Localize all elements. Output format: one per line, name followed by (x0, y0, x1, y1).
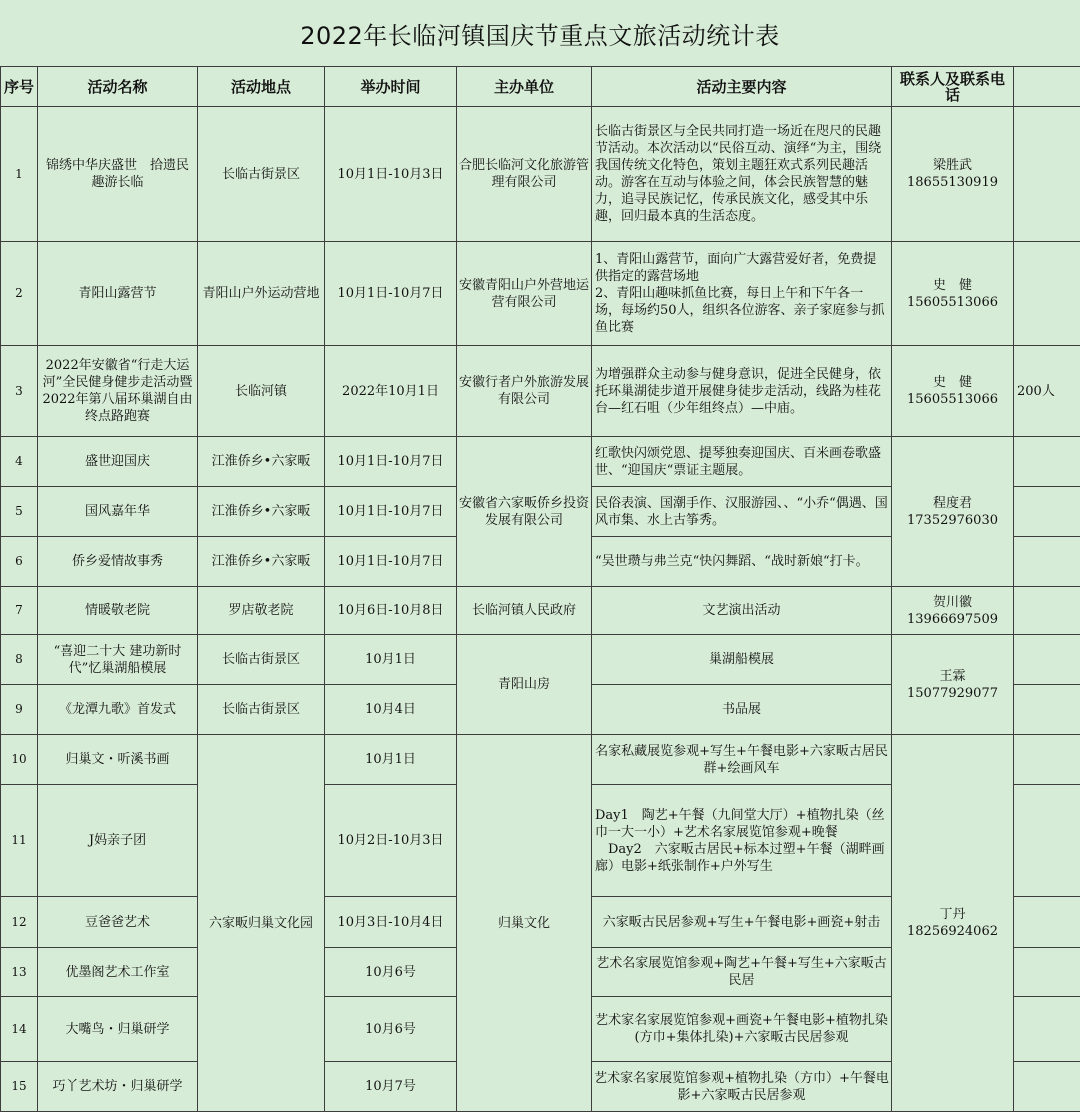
activity-place: 江淮侨乡•六家畈 (198, 487, 325, 537)
row-no: 1 (1, 107, 38, 242)
activity-place: 江淮侨乡•六家畈 (198, 537, 325, 587)
activity-extra (1014, 107, 1080, 242)
activity-contact (892, 587, 1014, 635)
row-no: 14 (1, 997, 38, 1062)
activity-content: 巢湖船模展 (592, 635, 892, 685)
contact-name: 丁丹 (894, 906, 1011, 923)
activity-extra: 200人 (1014, 346, 1080, 437)
activity-host: 青阳山房 (457, 635, 592, 735)
activity-extra (1014, 735, 1080, 785)
header-no: 序号 (1, 67, 38, 107)
table-row (1, 107, 1080, 242)
activity-table (0, 66, 1080, 1112)
contact-phone: 13966697509 (894, 611, 1011, 628)
activity-name: 巧丫艺术坊・归巢研学 (38, 1062, 198, 1112)
activity-extra (1014, 948, 1080, 997)
activity-time: 10月1日-10月7日 (325, 487, 457, 537)
activity-name: 青阳山露营节 (38, 242, 198, 346)
activity-content: “吴世瓒与弗兰克“快闪舞蹈、“战时新娘“打卡。 (592, 537, 892, 587)
contact-phone: 15605513066 (894, 294, 1011, 311)
activity-name: 大嘴鸟・归巢研学 (38, 997, 198, 1062)
row-no: 15 (1, 1062, 38, 1112)
activity-content: 为增强群众主动参与健身意识，促进全民健身，依托环巢湖徒步道开展健身徒步走活动，线路为桂花台—红石咀（少年组终点）—中庙。 (592, 346, 892, 437)
row-no: 4 (1, 437, 38, 487)
activity-name: J妈亲子团 (38, 785, 198, 897)
activity-name: 情暖敬老院 (38, 587, 198, 635)
activity-content: Day1 陶艺+午餐（九间堂大厅）+植物扎染（丝巾一大一小）+艺术名家展览馆参观+晚餐 Day2 六家畈古居民+标本过塑+午餐（湖畔画廊）电影+纸张制作+户外写生 (592, 785, 892, 897)
activity-place: 长临古街景区 (198, 685, 325, 735)
table-row (1, 635, 1080, 685)
activity-host: 合肥长临河文化旅游管理有限公司 (457, 107, 592, 242)
activity-name: 《龙潭九歌》首发式 (38, 685, 198, 735)
header-row (1, 67, 1080, 107)
table-row (1, 242, 1080, 346)
activity-place: 六家畈归巢文化园 (198, 735, 325, 1112)
row-no: 5 (1, 487, 38, 537)
header-host: 主办单位 (457, 67, 592, 107)
activity-name: “喜迎二十大 建功新时代”忆巢湖船模展 (38, 635, 198, 685)
activity-time: 10月6号 (325, 997, 457, 1062)
activity-extra (1014, 537, 1080, 587)
table-row (1, 735, 1080, 785)
table-row (1, 346, 1080, 437)
activity-place: 长临河镇 (198, 346, 325, 437)
activity-extra (1014, 242, 1080, 346)
row-no: 3 (1, 346, 38, 437)
contact-name: 史 健 (894, 277, 1011, 294)
activity-content: 艺术家名家展览馆参观+植物扎染（方巾）+午餐电影+六家畈古民居参观 (592, 1062, 892, 1112)
activity-contact (892, 242, 1014, 346)
activity-extra (1014, 785, 1080, 897)
activity-content: 名家私藏展览参观+写生+午餐电影+六家畈古居民群+绘画风车 (592, 735, 892, 785)
activity-extra (1014, 897, 1080, 948)
activity-name: 优墨阁艺术工作室 (38, 948, 198, 997)
activity-contact (892, 635, 1014, 735)
activity-extra (1014, 997, 1080, 1062)
activity-place: 江淮侨乡•六家畈 (198, 437, 325, 487)
activity-time: 10月3日-10月4日 (325, 897, 457, 948)
activity-content: 六家畈古民居参观+写生+午餐电影+画瓷+射击 (592, 897, 892, 948)
activity-content: 1、青阳山露营节，面向广大露营爱好者，免费提供指定的露营场地 2、青阳山趣味抓鱼比赛，每日上午和下午各一场，每场约50人，组织各位游客、亲子家庭参与抓鱼比赛 (592, 242, 892, 346)
activity-host: 安徽青阳山户外营地运营有限公司 (457, 242, 592, 346)
activity-contact (892, 346, 1014, 437)
activity-time: 10月1日-10月3日 (325, 107, 457, 242)
row-no: 2 (1, 242, 38, 346)
header-time: 举办时间 (325, 67, 457, 107)
activity-extra (1014, 587, 1080, 635)
row-no: 7 (1, 587, 38, 635)
activity-time: 10月1日 (325, 735, 457, 785)
page-title: 2022年长临河镇国庆节重点文旅活动统计表 (0, 0, 1080, 66)
contact-name: 史 健 (894, 374, 1011, 391)
activity-host: 归巢文化 (457, 735, 592, 1112)
contact-phone: 18256924062 (894, 923, 1011, 940)
activity-time: 10月7号 (325, 1062, 457, 1112)
activity-content: 艺术家名家展览馆参观+画瓷+午餐电影+植物扎染(方巾+集体扎染)+六家畈古民居参观 (592, 997, 892, 1062)
contact-name: 贺川徽 (894, 594, 1011, 611)
activity-name: 2022年安徽省“行走大运河”全民健身健步走活动暨2022年第八届环巢湖自由终点路跑赛 (38, 346, 198, 437)
header-place: 活动地点 (198, 67, 325, 107)
activity-name: 豆爸爸艺术 (38, 897, 198, 948)
activity-host: 安徽行者户外旅游发展有限公司 (457, 346, 592, 437)
activity-content: 艺术名家展览馆参观+陶艺+午餐+写生+六家畈古民居 (592, 948, 892, 997)
header-extra (1014, 67, 1080, 107)
contact-phone: 17352976030 (894, 512, 1011, 529)
activity-content: 长临古街景区与全民共同打造一场近在咫尺的民趣节活动。本次活动以“民俗互动、演绎“为主，围绕我国传统文化特色，策划主题狂欢式系列民趣活动。游客在互动与体验之间，体会民族智慧的魅力，追寻民族记忆，传承民族文化，感受其中乐趣，回归最本真的生活态度。 (592, 107, 892, 242)
activity-host: 长临河镇人民政府 (457, 587, 592, 635)
row-no: 12 (1, 897, 38, 948)
activity-name: 归巢文・听溪书画 (38, 735, 198, 785)
contact-name: 程度君 (894, 495, 1011, 512)
row-no: 10 (1, 735, 38, 785)
activity-content: 红歌快闪颂党恩、提琴独奏迎国庆、百米画卷歌盛世、“迎国庆“票证主题展。 (592, 437, 892, 487)
activity-content: 民俗表演、国潮手作、汉服游园、、“小乔“偶遇、国风市集、水上古筝秀。 (592, 487, 892, 537)
activity-name: 国风嘉年华 (38, 487, 198, 537)
row-no: 6 (1, 537, 38, 587)
activity-contact (892, 107, 1014, 242)
activity-time: 2022年10月1日 (325, 346, 457, 437)
row-no: 8 (1, 635, 38, 685)
activity-extra (1014, 635, 1080, 685)
activity-place: 罗店敬老院 (198, 587, 325, 635)
activity-extra (1014, 487, 1080, 537)
activity-extra (1014, 437, 1080, 487)
contact-phone: 18655130919 (894, 174, 1011, 191)
activity-name: 侨乡爱情故事秀 (38, 537, 198, 587)
table-row (1, 437, 1080, 487)
row-no: 13 (1, 948, 38, 997)
activity-place: 青阳山户外运动营地 (198, 242, 325, 346)
activity-name: 锦绣中华庆盛世 拾遗民趣游长临 (38, 107, 198, 242)
activity-time: 10月1日-10月7日 (325, 242, 457, 346)
activity-contact (892, 437, 1014, 587)
contact-name: 梁胜武 (894, 157, 1011, 174)
table-row (1, 587, 1080, 635)
activity-time: 10月1日-10月7日 (325, 537, 457, 587)
activity-time: 10月6号 (325, 948, 457, 997)
activity-time: 10月2日-10月3日 (325, 785, 457, 897)
contact-name: 王霖 (894, 668, 1011, 685)
header-contact: 联系人及联系电话 (892, 67, 1014, 107)
activity-time: 10月1日 (325, 635, 457, 685)
contact-phone: 15077929077 (894, 685, 1011, 702)
activity-place: 长临古街景区 (198, 635, 325, 685)
activity-time: 10月4日 (325, 685, 457, 735)
header-name: 活动名称 (38, 67, 198, 107)
activity-place: 长临古街景区 (198, 107, 325, 242)
activity-extra (1014, 1062, 1080, 1112)
activity-content: 文艺演出活动 (592, 587, 892, 635)
contact-phone: 15605513066 (894, 391, 1011, 408)
activity-contact (892, 735, 1014, 1112)
activity-time: 10月1日-10月7日 (325, 437, 457, 487)
activity-host: 安徽省六家畈侨乡投资发展有限公司 (457, 437, 592, 587)
row-no: 9 (1, 685, 38, 735)
activity-time: 10月6日-10月8日 (325, 587, 457, 635)
activity-name: 盛世迎国庆 (38, 437, 198, 487)
row-no: 11 (1, 785, 38, 897)
activity-content: 书品展 (592, 685, 892, 735)
activity-extra (1014, 685, 1080, 735)
header-content: 活动主要内容 (592, 67, 892, 107)
